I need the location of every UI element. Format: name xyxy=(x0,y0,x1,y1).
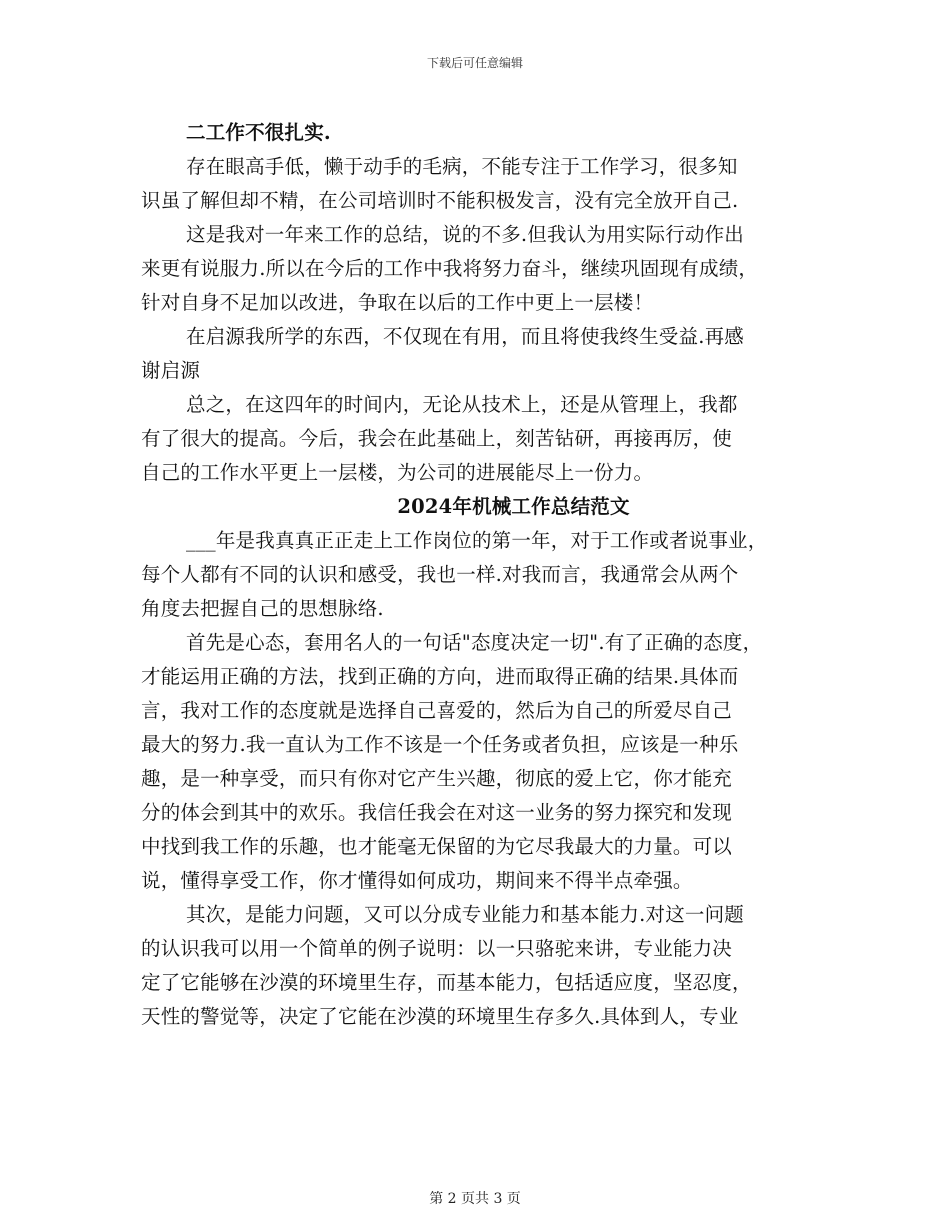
paragraph-line: 首先是心态，套用名人的一句话"态度决定一切".有了正确的态度， xyxy=(186,631,763,654)
paragraph-line: 自己的工作水平更上一层楼，为公司的进展能尽上一份力。 xyxy=(141,461,654,484)
paragraph-line: 的认识我可以用一个简单的例子说明：以一只骆驼来讲，专业能力决 xyxy=(141,937,733,960)
paragraph-line: ___年是我真真正正走上工作岗位的第一年，对于工作或者说事业， xyxy=(186,529,768,552)
paragraph-line: 识虽了解但却不精，在公司培训时不能积极发言，没有完全放开自己. xyxy=(141,189,739,212)
page-footer: 第 2 页共 3 页 xyxy=(429,1191,521,1207)
page-header: 下载后可任意编辑 xyxy=(426,56,523,70)
paragraph-line: 这是我对一年来工作的总结，说的不多.但我认为用实际行动作出 xyxy=(186,223,744,246)
paragraph-line: 每个人都有不同的认识和感受，我也一样.对我而言，我通常会从两个 xyxy=(141,563,739,586)
paragraph-line: 说，懂得享受工作，你才懂得如何成功，期间来不得半点牵强。 xyxy=(141,869,693,892)
paragraph-line: 在启源我所学的东西，不仅现在有用，而且将使我终生受益.再感 xyxy=(186,325,744,348)
paragraph-line: 分的体会到其中的欢乐。我信任我会在对这一业务的努力探究和发现 xyxy=(141,801,733,824)
paragraph-line: 趣，是一种享受，而只有你对它产生兴趣，彻底的爱上它，你才能充 xyxy=(141,767,733,790)
document-body xyxy=(141,116,806,1034)
paragraph-line: 来更有说服力.所以在今后的工作中我将努力奋斗，继续巩固现有成绩， xyxy=(141,257,759,280)
paragraph-line: 存在眼高手低，懒于动手的毛病，不能专注于工作学习，很多知 xyxy=(186,155,738,178)
paragraph-line: 中找到我工作的乐趣，也才能毫无保留的为它尽我最大的力量。可以 xyxy=(141,835,733,858)
paragraph-line: 针对自身不足加以改进，争取在以后的工作中更上一层楼！ xyxy=(141,291,654,314)
article-title: 2024年机械工作总结范文 xyxy=(397,495,630,518)
paragraph-line: 角度去把握自己的思想脉络. xyxy=(141,597,384,620)
paragraph-line: 最大的努力.我一直认为工作不该是一个任务或者负担，应该是一种乐 xyxy=(141,733,739,756)
paragraph-line: 谢启源 xyxy=(141,359,201,382)
paragraph-line: 其次，是能力问题，又可以分成专业能力和基本能力.对这一问题 xyxy=(186,903,744,926)
paragraph-line: 言，我对工作的态度就是选择自己喜爱的，然后为自己的所爱尽自己 xyxy=(141,699,733,722)
paragraph-line: 有了很大的提高。今后，我会在此基础上，刻苦钻研，再接再厉，使 xyxy=(141,427,733,450)
paragraph-line: 定了它能够在沙漠的环境里生存，而基本能力，包括适应度，坚忍度， xyxy=(141,971,752,994)
paragraph-line: 天性的警觉等，决定了它能在沙漠的环境里生存多久.具体到人，专业 xyxy=(141,1005,739,1028)
paragraph-line: 才能运用正确的方法，找到正确的方向，进而取得正确的结果.具体而 xyxy=(141,665,739,688)
section-subheading: 二工作不很扎实. xyxy=(186,121,331,144)
paragraph-line: 总之，在这四年的时间内，无论从技术上，还是从管理上，我都 xyxy=(186,393,738,416)
